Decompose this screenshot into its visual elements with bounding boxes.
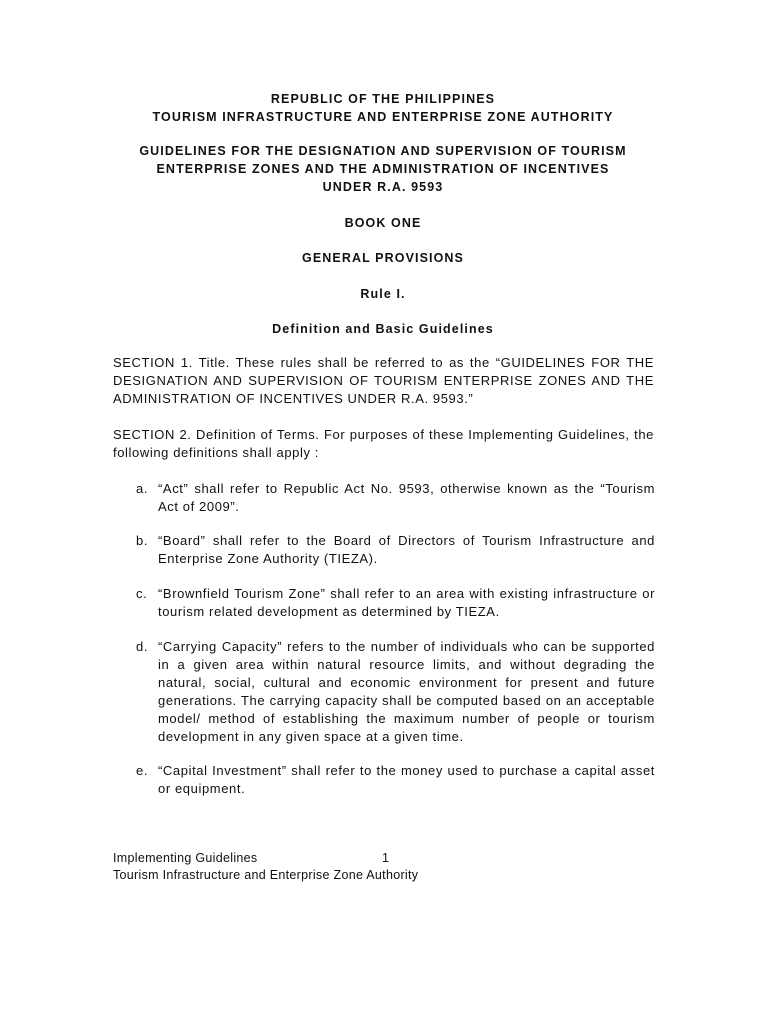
definition-text: “Carrying Capacity” refers to the number of individuals who can be supported in a given area within natural resource limits, and without degrading the natural, social, cultural and economic environment for present and future generations. The carrying capacity shall be computed based on an acceptable model/ method of establishing the maximum number of people or tourism development in any given space at a given time.	[158, 639, 655, 744]
definition-marker: d.	[136, 639, 149, 654]
page-number: 1	[382, 851, 389, 865]
rule-title	[110, 320, 656, 338]
definition-marker: a.	[136, 481, 149, 496]
definition-item-d	[136, 638, 655, 746]
definition-item-b	[136, 532, 655, 568]
definition-text: “Capital Investment” shall refer to the money used to purchase a capital asset or equipment.	[158, 763, 655, 796]
footer-document-title: Implementing Guidelines	[113, 851, 258, 865]
document-header	[110, 90, 656, 126]
definition-marker: c.	[136, 586, 148, 601]
guidelines-title	[110, 142, 656, 196]
definition-item-a	[136, 480, 655, 516]
guidelines-title-line1: GUIDELINES FOR THE DESIGNATION AND SUPERVISION OF TOURISM	[139, 144, 627, 158]
rule-heading	[110, 285, 656, 303]
footer-agency-name: Tourism Infrastructure and Enterprise Zone Authority	[113, 868, 419, 882]
rule-title-text: Definition and Basic Guidelines	[272, 322, 494, 336]
definition-marker: e.	[136, 763, 149, 778]
general-provisions-heading	[110, 249, 656, 267]
header-republic: REPUBLIC OF THE PHILIPPINES	[270, 92, 496, 106]
definition-item-c	[136, 585, 655, 621]
guidelines-title-line3: UNDER R.A. 9593	[322, 180, 444, 194]
guidelines-title-line2: ENTERPRISE ZONES AND THE ADMINISTRATION OF INCENTIVES	[156, 162, 610, 176]
definition-item-e	[136, 762, 655, 798]
general-provisions-text: GENERAL PROVISIONS	[302, 251, 464, 265]
definition-marker: b.	[136, 533, 149, 548]
definition-text: “Board” shall refer to the Board of Directors of Tourism Infrastructure and Enterprise Zone Authority (TIEZA).	[158, 533, 655, 566]
definition-text: “Act” shall refer to Republic Act No. 9593, otherwise known as the “Tourism Act of 2009”.	[158, 481, 655, 514]
section-1-paragraph: SECTION 1. Title. These rules shall be referred to as the “GUIDELINES FOR THE DESIGNATION AND SUPERVISION OF TOURISM ENTERPRISE ZONES AND THE ADMINISTRATION OF INCENTIVES UNDER R.A. 9593.”	[113, 355, 654, 406]
definition-text: “Brownfield Tourism Zone” shall refer to an area with existing infrastructure or tourism related development as determined by TIEZA.	[158, 586, 655, 619]
section-2-paragraph: SECTION 2. Definition of Terms. For purposes of these Implementing Guidelines, the following definitions shall apply :	[113, 427, 654, 460]
book-heading-text: BOOK ONE	[344, 216, 422, 230]
header-agency: TOURISM INFRASTRUCTURE AND ENTERPRISE ZONE AUTHORITY	[152, 110, 614, 124]
book-heading	[110, 214, 656, 232]
rule-heading-text: Rule I.	[360, 287, 406, 301]
